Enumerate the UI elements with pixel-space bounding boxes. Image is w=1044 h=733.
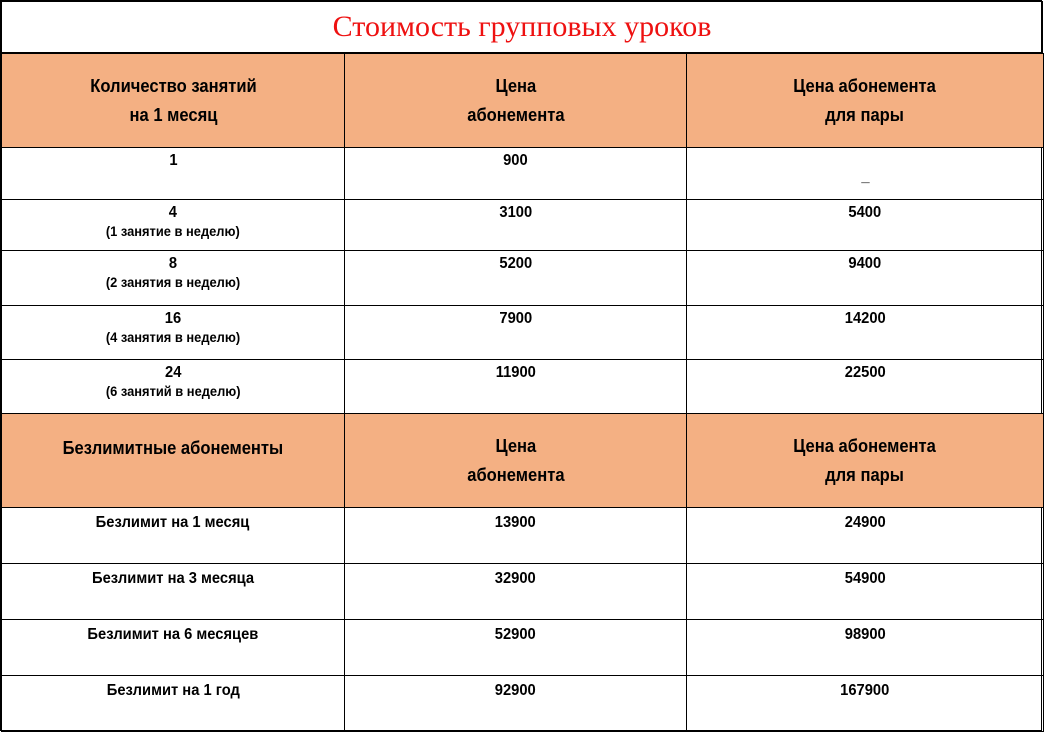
header-cell-pair-price: Цена абонемента для пары [687,54,1044,148]
header-cell-price: Цена абонемента [345,54,687,148]
pair-price-cell: 98900 [687,620,1044,676]
header-cell-unlimited: Безлимитные абонементы [2,414,345,508]
pair-price-cell: 24900 [687,508,1044,564]
price-cell: 92900 [345,676,687,732]
count-cell: 1 [2,148,345,200]
count-note: (1 занятие в неделю) [106,223,240,239]
table-row [2,564,1044,620]
count-note: (4 занятия в неделю) [105,329,241,345]
table-row [2,200,1044,251]
table-header-row [2,414,1044,508]
table-row [2,148,1044,200]
count-cell: 4 (1 занятие в неделю) [2,200,345,251]
pair-price-cell: 167900 [687,676,1044,732]
header-cell-price: Цена абонемента [345,414,687,508]
pair-price-cell: 54900 [687,564,1044,620]
plan-name-cell: Безлимит на 1 год [2,676,345,732]
count-cell: 16 (4 занятия в неделю) [2,306,345,360]
price-table [1,53,1044,732]
price-cell: 900 [345,148,687,200]
price-cell: 7900 [345,306,687,360]
count-note: (6 занятий в неделю) [105,383,241,399]
count-cell: 24 (6 занятий в неделю) [2,360,345,414]
pair-price-cell: 14200 [687,306,1044,360]
pair-price-cell: 9400 [687,251,1044,306]
price-cell: 52900 [345,620,687,676]
plan-name-cell: Безлимит на 1 месяц [2,508,345,564]
table-row [2,251,1044,306]
header-cell-pair-price: Цена абонемента для пары [687,414,1044,508]
table-row [2,620,1044,676]
plan-name-cell: Безлимит на 3 месяца [2,564,345,620]
table-row [2,508,1044,564]
plan-name-cell: Безлимит на 6 месяцев [2,620,345,676]
table-row [2,360,1044,414]
page-title: Стоимость групповых уроков [1,1,1043,53]
pair-price-cell: 5400 [687,200,1044,251]
price-cell: 32900 [345,564,687,620]
pair-price-cell: 22500 [687,360,1044,414]
price-cell: 3100 [345,200,687,251]
price-cell: 5200 [345,251,687,306]
table-row [2,676,1044,732]
price-cell: 11900 [345,360,687,414]
header-cell-count: Количество занятий на 1 месяц [2,54,345,148]
price-cell: 13900 [345,508,687,564]
count-note: (2 занятия в неделю) [105,274,241,290]
count-cell: 8 (2 занятия в неделю) [2,251,345,306]
table-header-row [2,54,1044,148]
pair-price-cell: _ [687,148,1044,200]
table-row [2,306,1044,360]
